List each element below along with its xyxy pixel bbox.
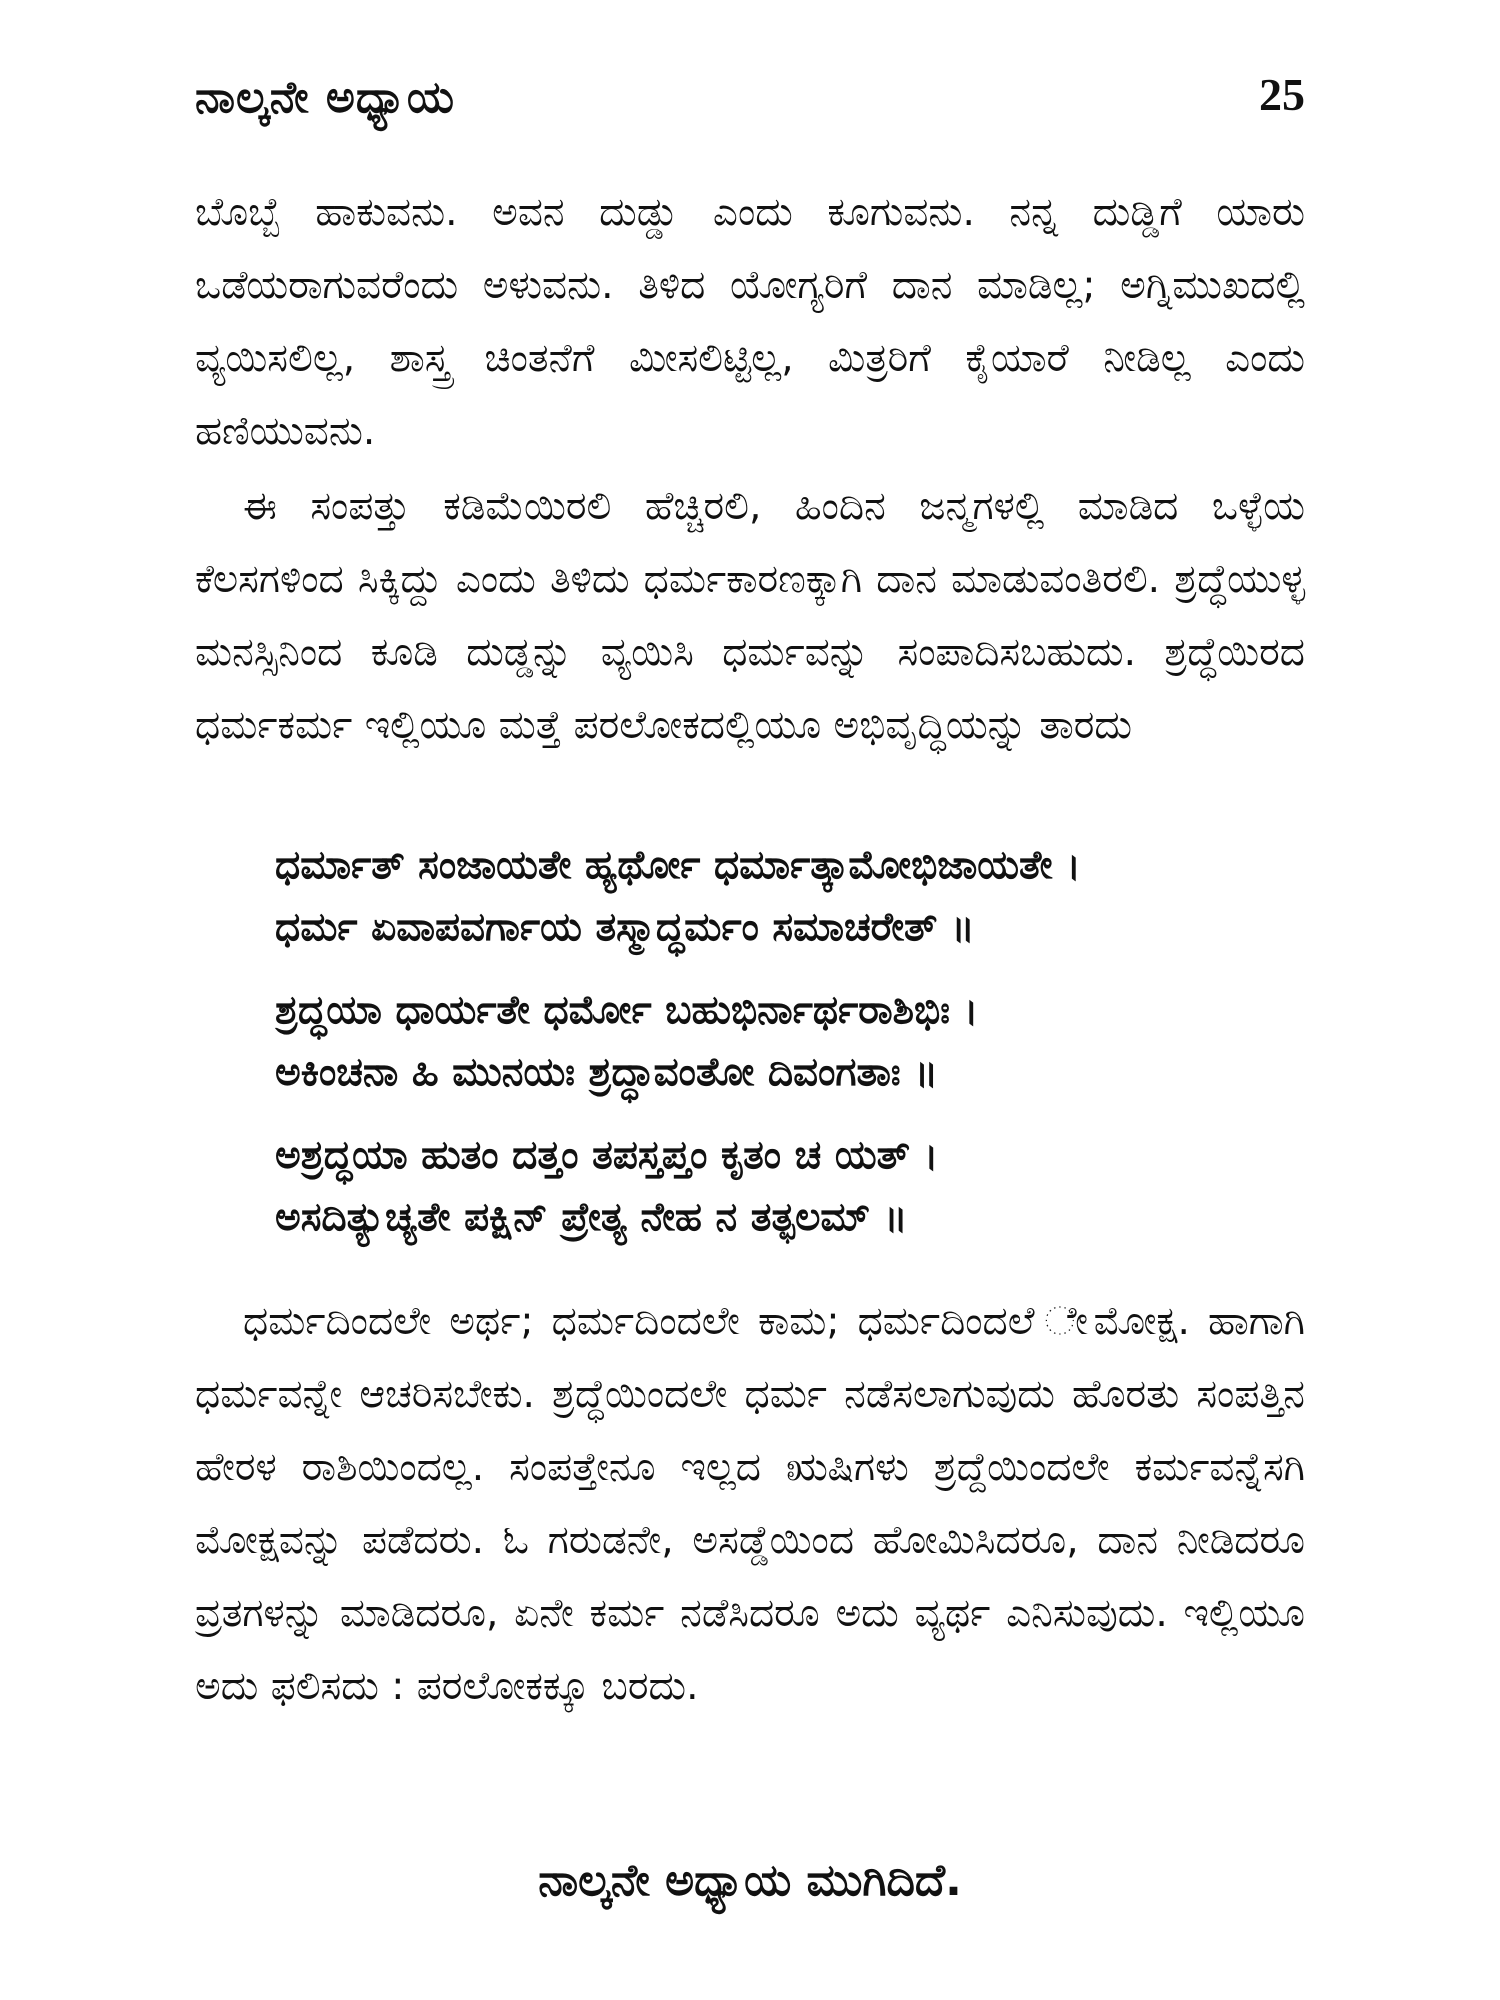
verse-line: ಅಸದಿತ್ಯುಚ್ಯತೇ ಪಕ್ಷಿನ್ ಪ್ರೇತ್ಯ ನೇಹ ನ ತತ್ಫಲಮ್ ॥ [275, 1195, 908, 1240]
page-number: 25 [1259, 69, 1305, 120]
verse-block [275, 1125, 1305, 1249]
verse-line: ಧರ್ಮಾತ್ ಸಂಜಾಯತೇ ಹ್ಯರ್ಥೋ ಧರ್ಮಾತ್ಕಾಮೋಭಿಜಾಯತೇ । [275, 843, 1081, 888]
verse-block [275, 835, 1305, 959]
paragraph: ಧರ್ಮದಿಂದಲೇ ಅರ್ಥ; ಧರ್ಮದಿಂದಲೇ ಕಾಮ; ಧರ್ಮದಿಂದಲೆ ೇಮೋಕ್ಷ. ಹಾಗಾಗಿ ಧರ್ಮವನ್ನೇ ಆಚರಿಸಬೇಕು. ಶ್ರದ್ಧೆಯಿಂದಲೇ ಧರ್ಮ ನಡೆಸಲಾಗುವುದು ಹೊರತು ಸಂಪತ್ತಿನ ಹೇರಳ ರಾಶಿಯಿಂದಲ್ಲ. ಸಂಪತ್ತೇನೂ ಇಲ್ಲದ ಋಷಿಗಳು ಶ್ರದ್ದೆಯಿಂದಲೇ ಕರ್ಮವನ್ನೆಸಗಿ ಮೋಕ್ಷವನ್ನು ಪಡೆದರು. ಓ ಗರುಡನೇ, ಅಸಡ್ಡೆಯಿಂದ ಹೋಮಿಸಿದರೂ, ದಾನ ನೀಡಿದರೂ ವ್ರತಗಳನ್ನು ಮಾಡಿದರೂ, ಏನೇ ಕರ್ಮ ನಡೆಸಿದರೂ ಅದು ವ್ಯರ್ಥ ಎನಿಸುವುದು. ಇಲ್ಲಿಯೂ ಅದು ಫಲಿಸದು : ಪರಲೋಕಕ್ಕೂ ಬರದು. [195, 1299, 1305, 1709]
verse-block [275, 980, 1305, 1104]
verse-line: ಅಶ್ರದ್ಧಯಾ ಹುತಂ ದತ್ತಂ ತಪಸ್ತಪ್ತಂ ಕೃತಂ ಚ ಯತ್ । [275, 1133, 939, 1178]
verse-line: ಧರ್ಮ ಏವಾಪವರ್ಗಾಯ ತಸ್ಮಾದ್ಧರ್ಮಂ ಸಮಾಚರೇತ್ ॥ [275, 905, 975, 950]
running-head-chapter-title: ನಾಲ್ಕನೇ ಅಧ್ಯಾಯ [195, 72, 456, 123]
chapter-end-note: ನಾಲ್ಕನೇ ಅಧ್ಯಾಯ ಮುಗಿದಿದೆ. [538, 1855, 962, 1906]
verse-line: ಅಕಿಂಚನಾ ಹಿ ಮುನಯಃ ಶ್ರದ್ಧಾವಂತೋ ದಿವಂಗತಾಃ ॥ [275, 1050, 938, 1095]
paragraph: ಈ ಸಂಪತ್ತು ಕಡಿಮೆಯಿರಲಿ ಹೆಚ್ಚಿರಲಿ, ಹಿಂದಿನ ಜನ್ಮಗಳಲ್ಲಿ ಮಾಡಿದ ಒಳ್ಳೆಯ ಕೆಲಸಗಳಿಂದ ಸಿಕ್ಕಿದ್ದು ಎಂದು ತಿಳಿದು ಧರ್ಮಕಾರಣಕ್ಕಾಗಿ ದಾನ ಮಾಡುವಂತಿರಲಿ. ಶ್ರದ್ಧೆಯುಳ್ಳ ಮನಸ್ಸಿನಿಂದ ಕೂಡಿ ದುಡ್ಡನ್ನು ವ್ಯಯಿಸಿ ಧರ್ಮವನ್ನು ಸಂಪಾದಿಸಬಹುದು. ಶ್ರದ್ಧೆಯಿರದ ಧರ್ಮಕರ್ಮ ಇಲ್ಲಿಯೂ ಮತ್ತೆ ಪರಲೋಕದಲ್ಲಿಯೂ ಅಭಿವೃದ್ಧಿಯನ್ನು ತಾರದು [195, 484, 1305, 748]
paragraph: ಬೊಬ್ಬೆ ಹಾಕುವನು. ಅವನ ದುಡ್ಡು ಎಂದು ಕೂಗುವನು. ನನ್ನ ದುಡ್ಡಿಗೆ ಯಾರು ಒಡೆಯರಾಗುವರೆಂದು ಅಳುವನು. ತಿಳಿದ ಯೋಗ್ಯರಿಗೆ ದಾನ ಮಾಡಿಲ್ಲ; ಅಗ್ನಿಮುಖದಲ್ಲಿ ವ್ಯಯಿಸಲಿಲ್ಲ, ಶಾಸ್ತ್ರ ಚಿಂತನೆಗೆ ಮೀಸಲಿಟ್ಟಿಲ್ಲ, ಮಿತ್ರರಿಗೆ ಕೈಯಾರೆ ನೀಡಿಲ್ಲ ಎಂದು ಹಣಿಯುವನು. [195, 190, 1305, 454]
verse-line: ಶ್ರದ್ಧಯಾ ಧಾರ್ಯತೇ ಧರ್ಮೋ ಬಹುಭಿರ್ನಾರ್ಥರಾಶಿಭಿಃ । [275, 988, 979, 1033]
